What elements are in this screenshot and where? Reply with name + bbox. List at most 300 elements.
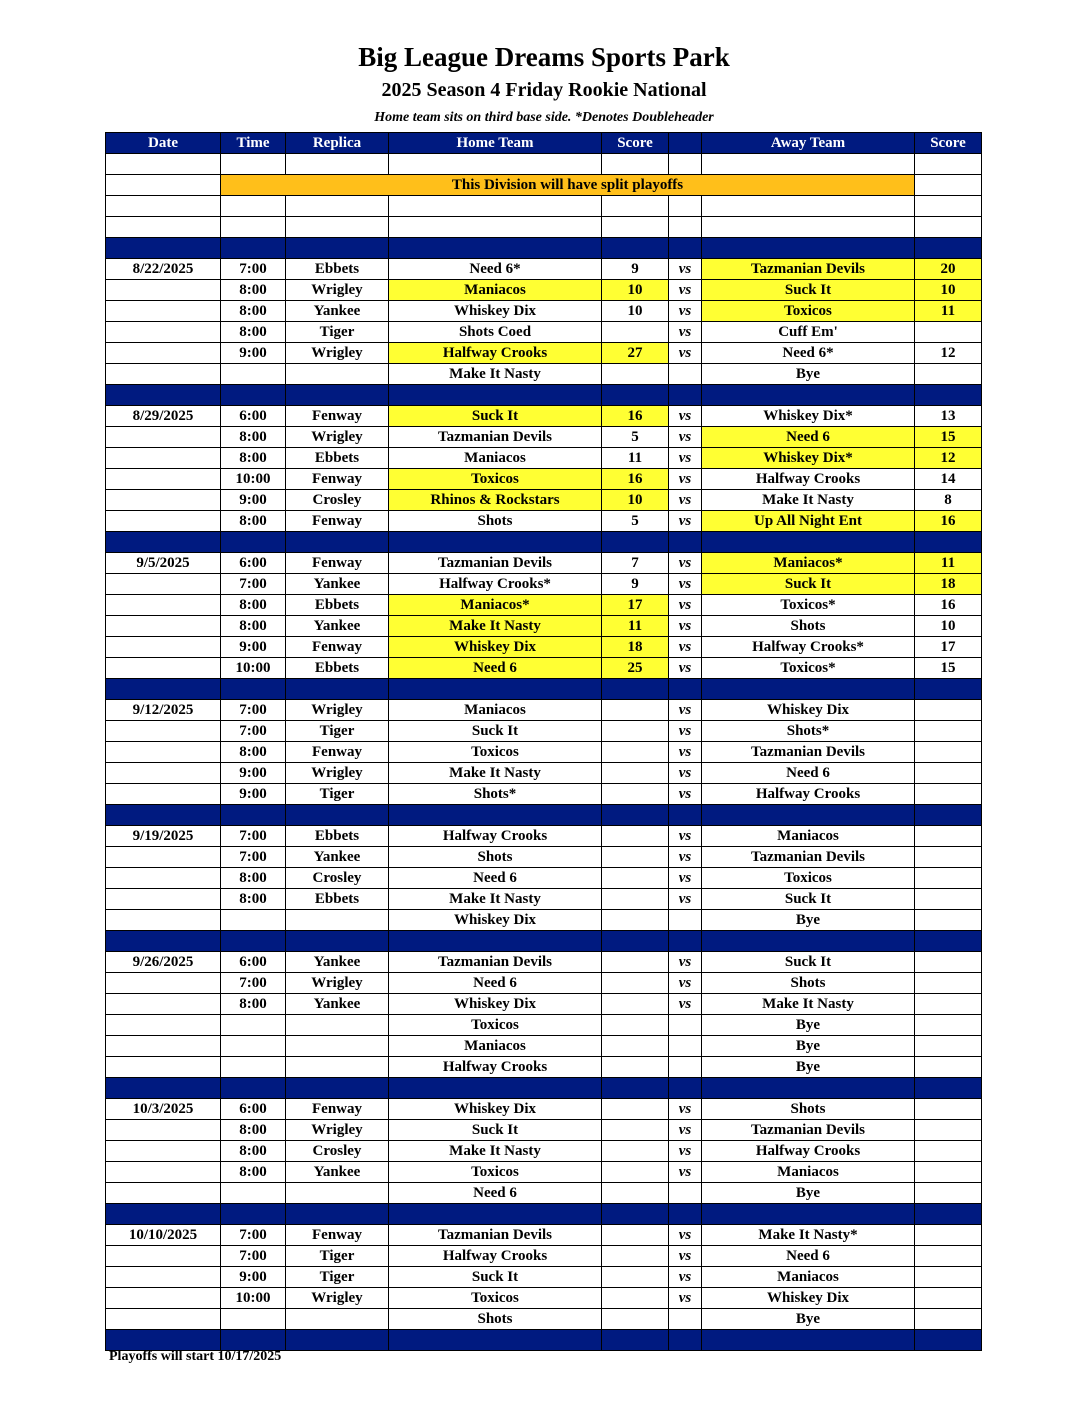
game-date bbox=[106, 1309, 221, 1330]
week-separator bbox=[106, 238, 982, 259]
vs-label: vs bbox=[669, 847, 702, 868]
game-row bbox=[106, 994, 982, 1015]
game-field: Wrigley bbox=[286, 427, 389, 448]
game-date bbox=[106, 1183, 221, 1204]
blank-row bbox=[106, 196, 982, 217]
home-team: Make It Nasty bbox=[389, 889, 602, 910]
game-time: 6:00 bbox=[221, 952, 286, 973]
home-team: Shots bbox=[389, 1309, 602, 1330]
vs-label: vs bbox=[669, 889, 702, 910]
game-field: Tiger bbox=[286, 1246, 389, 1267]
game-row bbox=[106, 721, 982, 742]
vs-label: vs bbox=[669, 763, 702, 784]
game-date bbox=[106, 847, 221, 868]
schedule-body bbox=[106, 154, 982, 1351]
away-team: Suck It bbox=[702, 280, 915, 301]
vs-label: vs bbox=[669, 973, 702, 994]
away-team: Maniacos bbox=[702, 1162, 915, 1183]
away-team: Whiskey Dix bbox=[702, 700, 915, 721]
game-row bbox=[106, 427, 982, 448]
home-score bbox=[602, 826, 669, 847]
vs-label: vs bbox=[669, 1099, 702, 1120]
game-field: Fenway bbox=[286, 1099, 389, 1120]
game-time: 8:00 bbox=[221, 1120, 286, 1141]
game-date bbox=[106, 763, 221, 784]
game-date bbox=[106, 994, 221, 1015]
away-score: 11 bbox=[915, 553, 982, 574]
home-team: Need 6 bbox=[389, 658, 602, 679]
game-time: 7:00 bbox=[221, 700, 286, 721]
home-team: Maniacos bbox=[389, 448, 602, 469]
away-team: Toxicos* bbox=[702, 658, 915, 679]
away-score bbox=[915, 826, 982, 847]
home-score bbox=[602, 1162, 669, 1183]
vs-label: vs bbox=[669, 1246, 702, 1267]
col-vs bbox=[669, 133, 702, 154]
vs-label: vs bbox=[669, 574, 702, 595]
game-row bbox=[106, 973, 982, 994]
vs-label: vs bbox=[669, 406, 702, 427]
vs-label: vs bbox=[669, 1162, 702, 1183]
game-date: 8/29/2025 bbox=[106, 406, 221, 427]
vs-label: vs bbox=[669, 280, 702, 301]
vs-label: vs bbox=[669, 616, 702, 637]
vs-label: vs bbox=[669, 721, 702, 742]
game-time: 8:00 bbox=[221, 427, 286, 448]
game-time bbox=[221, 910, 286, 931]
home-team: Whiskey Dix bbox=[389, 994, 602, 1015]
home-score bbox=[602, 721, 669, 742]
home-score bbox=[602, 994, 669, 1015]
away-score bbox=[915, 1225, 982, 1246]
game-row bbox=[106, 1162, 982, 1183]
game-row bbox=[106, 364, 982, 385]
game-field: Fenway bbox=[286, 553, 389, 574]
vs-label: vs bbox=[669, 259, 702, 280]
away-score: 16 bbox=[915, 595, 982, 616]
home-score: 10 bbox=[602, 490, 669, 511]
away-team: Make It Nasty bbox=[702, 994, 915, 1015]
home-team: Whiskey Dix bbox=[389, 301, 602, 322]
game-time: 7:00 bbox=[221, 973, 286, 994]
game-date bbox=[106, 889, 221, 910]
home-team: Tazmanian Devils bbox=[389, 553, 602, 574]
home-score: 17 bbox=[602, 595, 669, 616]
home-team: Suck It bbox=[389, 721, 602, 742]
vs-label: vs bbox=[669, 994, 702, 1015]
home-team: Tazmanian Devils bbox=[389, 427, 602, 448]
away-score: 20 bbox=[915, 259, 982, 280]
game-time: 7:00 bbox=[221, 826, 286, 847]
game-row bbox=[106, 1099, 982, 1120]
vs-label: vs bbox=[669, 1225, 702, 1246]
away-score: 11 bbox=[915, 301, 982, 322]
home-team: Rhinos & Rockstars bbox=[389, 490, 602, 511]
playoffs-footer-note: Playoffs will start 10/17/2025 bbox=[109, 1349, 282, 1364]
away-team: Halfway Crooks bbox=[702, 1141, 915, 1162]
game-field: Ebbets bbox=[286, 889, 389, 910]
game-time: 10:00 bbox=[221, 1288, 286, 1309]
game-date bbox=[106, 1246, 221, 1267]
game-date bbox=[106, 658, 221, 679]
vs-label: vs bbox=[669, 784, 702, 805]
game-date bbox=[106, 1057, 221, 1078]
game-row bbox=[106, 910, 982, 931]
game-time: 8:00 bbox=[221, 742, 286, 763]
away-score: 16 bbox=[915, 511, 982, 532]
vs-label bbox=[669, 910, 702, 931]
away-team: Suck It bbox=[702, 952, 915, 973]
away-score: 17 bbox=[915, 637, 982, 658]
away-team: Cuff Em' bbox=[702, 322, 915, 343]
game-field: Ebbets bbox=[286, 259, 389, 280]
game-time: 7:00 bbox=[221, 1246, 286, 1267]
away-score bbox=[915, 1288, 982, 1309]
away-score bbox=[915, 1036, 982, 1057]
vs-label: vs bbox=[669, 595, 702, 616]
game-field bbox=[286, 1036, 389, 1057]
game-time: 10:00 bbox=[221, 469, 286, 490]
game-field: Ebbets bbox=[286, 826, 389, 847]
away-team: Shots* bbox=[702, 721, 915, 742]
away-team: Toxicos* bbox=[702, 595, 915, 616]
game-field bbox=[286, 1015, 389, 1036]
game-row bbox=[106, 1288, 982, 1309]
col-away-team: Away Team bbox=[702, 133, 915, 154]
away-score: 15 bbox=[915, 427, 982, 448]
game-field: Yankee bbox=[286, 847, 389, 868]
game-date: 9/19/2025 bbox=[106, 826, 221, 847]
banner-row bbox=[106, 175, 982, 196]
game-field: Tiger bbox=[286, 1267, 389, 1288]
home-team: Suck It bbox=[389, 1267, 602, 1288]
away-score: 13 bbox=[915, 406, 982, 427]
away-team: Make It Nasty* bbox=[702, 1225, 915, 1246]
game-row bbox=[106, 406, 982, 427]
away-team: Whiskey Dix* bbox=[702, 448, 915, 469]
game-date bbox=[106, 490, 221, 511]
away-score: 8 bbox=[915, 490, 982, 511]
home-score: 10 bbox=[602, 280, 669, 301]
vs-label bbox=[669, 364, 702, 385]
home-score: 9 bbox=[602, 259, 669, 280]
home-score bbox=[602, 889, 669, 910]
home-team: Make It Nasty bbox=[389, 1141, 602, 1162]
vs-label: vs bbox=[669, 448, 702, 469]
home-team: Toxicos bbox=[389, 469, 602, 490]
home-score: 11 bbox=[602, 616, 669, 637]
game-time: 6:00 bbox=[221, 1099, 286, 1120]
game-row bbox=[106, 1246, 982, 1267]
away-team: Halfway Crooks bbox=[702, 784, 915, 805]
game-date bbox=[106, 721, 221, 742]
away-score bbox=[915, 1120, 982, 1141]
away-team: Maniacos bbox=[702, 1267, 915, 1288]
vs-label: vs bbox=[669, 301, 702, 322]
game-time: 7:00 bbox=[221, 259, 286, 280]
home-score bbox=[602, 1099, 669, 1120]
away-score bbox=[915, 868, 982, 889]
home-score bbox=[602, 763, 669, 784]
home-score bbox=[602, 1036, 669, 1057]
vs-label: vs bbox=[669, 427, 702, 448]
away-team: Shots bbox=[702, 616, 915, 637]
home-team: Whiskey Dix bbox=[389, 1099, 602, 1120]
away-score: 12 bbox=[915, 448, 982, 469]
home-team: Make It Nasty bbox=[389, 364, 602, 385]
home-team: Maniacos bbox=[389, 280, 602, 301]
home-team: Toxicos bbox=[389, 1015, 602, 1036]
vs-label: vs bbox=[669, 1267, 702, 1288]
game-date bbox=[106, 742, 221, 763]
game-row bbox=[106, 889, 982, 910]
away-team: Up All Night Ent bbox=[702, 511, 915, 532]
away-team: Toxicos bbox=[702, 301, 915, 322]
away-team: Bye bbox=[702, 364, 915, 385]
home-team: Toxicos bbox=[389, 1288, 602, 1309]
away-team: Maniacos bbox=[702, 826, 915, 847]
home-score bbox=[602, 364, 669, 385]
away-score bbox=[915, 1141, 982, 1162]
home-team: Halfway Crooks bbox=[389, 1057, 602, 1078]
game-time: 8:00 bbox=[221, 322, 286, 343]
away-score bbox=[915, 763, 982, 784]
game-time: 8:00 bbox=[221, 994, 286, 1015]
game-field: Wrigley bbox=[286, 1288, 389, 1309]
away-team: Whiskey Dix* bbox=[702, 406, 915, 427]
away-team: Bye bbox=[702, 910, 915, 931]
game-field: Wrigley bbox=[286, 763, 389, 784]
game-row bbox=[106, 574, 982, 595]
game-time: 8:00 bbox=[221, 1162, 286, 1183]
game-date bbox=[106, 511, 221, 532]
away-score: 14 bbox=[915, 469, 982, 490]
game-field: Yankee bbox=[286, 994, 389, 1015]
game-field: Yankee bbox=[286, 301, 389, 322]
game-field: Yankee bbox=[286, 1162, 389, 1183]
week-separator bbox=[106, 805, 982, 826]
game-date bbox=[106, 1162, 221, 1183]
col-date: Date bbox=[106, 133, 221, 154]
game-date bbox=[106, 868, 221, 889]
vs-label: vs bbox=[669, 469, 702, 490]
game-row bbox=[106, 700, 982, 721]
away-score bbox=[915, 1057, 982, 1078]
away-team: Halfway Crooks bbox=[702, 469, 915, 490]
game-time: 8:00 bbox=[221, 889, 286, 910]
game-time: 6:00 bbox=[221, 406, 286, 427]
away-team: Bye bbox=[702, 1309, 915, 1330]
away-team: Tazmanian Devils bbox=[702, 259, 915, 280]
split-playoffs-banner: This Division will have split playoffs bbox=[221, 175, 915, 196]
home-team: Shots* bbox=[389, 784, 602, 805]
game-time bbox=[221, 1015, 286, 1036]
game-row bbox=[106, 742, 982, 763]
game-date bbox=[106, 301, 221, 322]
home-team: Need 6* bbox=[389, 259, 602, 280]
week-separator bbox=[106, 385, 982, 406]
game-date bbox=[106, 343, 221, 364]
game-date bbox=[106, 574, 221, 595]
game-field: Wrigley bbox=[286, 973, 389, 994]
vs-label bbox=[669, 1015, 702, 1036]
game-time: 10:00 bbox=[221, 658, 286, 679]
game-row bbox=[106, 469, 982, 490]
game-row bbox=[106, 1141, 982, 1162]
away-team: Toxicos bbox=[702, 868, 915, 889]
game-field: Fenway bbox=[286, 469, 389, 490]
home-score bbox=[602, 910, 669, 931]
game-field: Yankee bbox=[286, 616, 389, 637]
game-date bbox=[106, 1120, 221, 1141]
vs-label: vs bbox=[669, 490, 702, 511]
game-field: Fenway bbox=[286, 406, 389, 427]
game-row bbox=[106, 1267, 982, 1288]
game-date bbox=[106, 448, 221, 469]
game-date bbox=[106, 1036, 221, 1057]
home-score: 11 bbox=[602, 448, 669, 469]
away-score bbox=[915, 700, 982, 721]
home-score bbox=[602, 742, 669, 763]
game-time: 8:00 bbox=[221, 595, 286, 616]
home-score: 16 bbox=[602, 406, 669, 427]
header-row bbox=[106, 133, 982, 154]
game-date: 10/10/2025 bbox=[106, 1225, 221, 1246]
vs-label bbox=[669, 1057, 702, 1078]
game-date bbox=[106, 322, 221, 343]
game-row bbox=[106, 1036, 982, 1057]
home-score bbox=[602, 322, 669, 343]
game-field: Wrigley bbox=[286, 700, 389, 721]
away-team: Suck It bbox=[702, 889, 915, 910]
home-team: Tazmanian Devils bbox=[389, 1225, 602, 1246]
game-row bbox=[106, 1057, 982, 1078]
home-score bbox=[602, 868, 669, 889]
game-time: 9:00 bbox=[221, 637, 286, 658]
game-time: 8:00 bbox=[221, 1141, 286, 1162]
game-row bbox=[106, 763, 982, 784]
vs-label: vs bbox=[669, 343, 702, 364]
home-score: 18 bbox=[602, 637, 669, 658]
game-field bbox=[286, 364, 389, 385]
game-field: Wrigley bbox=[286, 280, 389, 301]
away-score bbox=[915, 889, 982, 910]
game-field: Tiger bbox=[286, 721, 389, 742]
game-date bbox=[106, 616, 221, 637]
game-date: 10/3/2025 bbox=[106, 1099, 221, 1120]
home-score bbox=[602, 1015, 669, 1036]
game-time: 7:00 bbox=[221, 721, 286, 742]
away-score bbox=[915, 742, 982, 763]
game-field: Ebbets bbox=[286, 658, 389, 679]
game-time bbox=[221, 1036, 286, 1057]
away-score: 18 bbox=[915, 574, 982, 595]
home-score: 7 bbox=[602, 553, 669, 574]
game-date bbox=[106, 973, 221, 994]
game-field: Tiger bbox=[286, 784, 389, 805]
game-row bbox=[106, 301, 982, 322]
game-date: 9/26/2025 bbox=[106, 952, 221, 973]
away-score bbox=[915, 1309, 982, 1330]
away-team: Make It Nasty bbox=[702, 490, 915, 511]
game-date bbox=[106, 364, 221, 385]
game-time: 7:00 bbox=[221, 847, 286, 868]
home-score bbox=[602, 1183, 669, 1204]
game-row bbox=[106, 322, 982, 343]
week-separator bbox=[106, 1204, 982, 1225]
home-score bbox=[602, 1309, 669, 1330]
game-date bbox=[106, 637, 221, 658]
game-date bbox=[106, 595, 221, 616]
home-score bbox=[602, 1120, 669, 1141]
away-score bbox=[915, 322, 982, 343]
away-team: Bye bbox=[702, 1036, 915, 1057]
home-team: Need 6 bbox=[389, 868, 602, 889]
game-row bbox=[106, 448, 982, 469]
home-team: Maniacos bbox=[389, 1036, 602, 1057]
away-team: Tazmanian Devils bbox=[702, 742, 915, 763]
game-row bbox=[106, 952, 982, 973]
game-field: Ebbets bbox=[286, 595, 389, 616]
away-team: Halfway Crooks* bbox=[702, 637, 915, 658]
game-row bbox=[106, 595, 982, 616]
home-score bbox=[602, 1246, 669, 1267]
game-time bbox=[221, 364, 286, 385]
game-row bbox=[106, 637, 982, 658]
home-team: Halfway Crooks bbox=[389, 343, 602, 364]
away-team: Need 6 bbox=[702, 763, 915, 784]
away-score: 10 bbox=[915, 280, 982, 301]
game-time: 7:00 bbox=[221, 1225, 286, 1246]
blank-row bbox=[106, 217, 982, 238]
home-team: Toxicos bbox=[389, 742, 602, 763]
away-team: Bye bbox=[702, 1057, 915, 1078]
game-row bbox=[106, 616, 982, 637]
home-score bbox=[602, 1225, 669, 1246]
game-time: 9:00 bbox=[221, 763, 286, 784]
game-field: Crosley bbox=[286, 1141, 389, 1162]
page-subtitle: 2025 Season 4 Friday Rookie National bbox=[381, 79, 707, 101]
game-row bbox=[106, 1183, 982, 1204]
game-row bbox=[106, 847, 982, 868]
home-team: Suck It bbox=[389, 406, 602, 427]
home-score bbox=[602, 952, 669, 973]
vs-label bbox=[669, 1309, 702, 1330]
away-team: Bye bbox=[702, 1183, 915, 1204]
away-score bbox=[915, 1183, 982, 1204]
home-team: Halfway Crooks bbox=[389, 1246, 602, 1267]
game-date: 9/5/2025 bbox=[106, 553, 221, 574]
away-score bbox=[915, 847, 982, 868]
vs-label: vs bbox=[669, 658, 702, 679]
game-time: 9:00 bbox=[221, 1267, 286, 1288]
home-score: 5 bbox=[602, 427, 669, 448]
home-score bbox=[602, 973, 669, 994]
game-time: 8:00 bbox=[221, 448, 286, 469]
home-score bbox=[602, 1288, 669, 1309]
blank-row bbox=[106, 154, 982, 175]
game-date bbox=[106, 1288, 221, 1309]
vs-label: vs bbox=[669, 1141, 702, 1162]
vs-label bbox=[669, 1036, 702, 1057]
game-row bbox=[106, 1225, 982, 1246]
game-field: Wrigley bbox=[286, 343, 389, 364]
game-date bbox=[106, 784, 221, 805]
game-field: Tiger bbox=[286, 322, 389, 343]
home-team: Maniacos* bbox=[389, 595, 602, 616]
game-row bbox=[106, 343, 982, 364]
away-team: Tazmanian Devils bbox=[702, 1120, 915, 1141]
